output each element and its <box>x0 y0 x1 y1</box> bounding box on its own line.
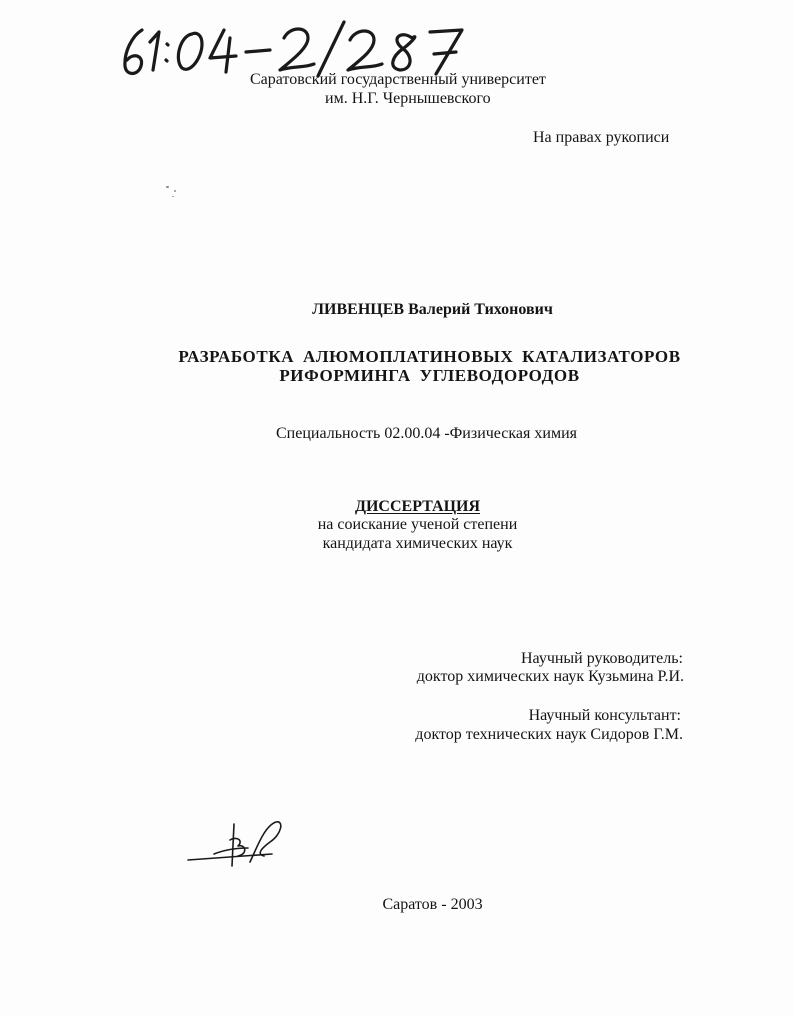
university-name: Саратовский государственный университет <box>250 71 546 88</box>
consultant-name: доктор технических наук Сидоров Г.М. <box>415 726 683 743</box>
manuscript-rights-note: На правах рукописи <box>533 129 670 146</box>
consultant-label: Научный консультант: <box>528 707 681 724</box>
author-surname: ЛИВЕНЦЕВ <box>312 301 405 318</box>
university-dedication: им. Н.Г. Чернышевского <box>325 90 491 107</box>
dissertation-degree-line2: кандидата химических наук <box>322 535 513 552</box>
author-given-names: Валерий Тихонович <box>408 301 553 318</box>
scan-speck <box>166 186 169 188</box>
city-year: Саратов - 2003 <box>382 896 483 913</box>
supervisor-name: доктор химических наук Кузьмина Р.И. <box>416 668 684 685</box>
dissertation-heading: ДИССЕРТАЦИЯ <box>354 498 481 515</box>
author-name <box>36 300 793 320</box>
thesis-title-line2: РИФОРМИНГА УГЛЕВОДОРОДОВ <box>279 366 580 385</box>
scan-speck <box>172 196 174 197</box>
dissertation-degree-line1: на соискание ученой степени <box>317 516 518 533</box>
thesis-title-line1: РАЗРАБОТКА АЛЮМОПЛАТИНОВЫХ КАТАЛИЗАТОРОВ <box>178 347 681 366</box>
specialty: Специальность 02.00.04 -Физическая химия <box>276 425 577 442</box>
signature-icon <box>184 814 294 874</box>
scan-speck <box>174 190 176 192</box>
supervisor-label: Научный руководитель: <box>520 650 683 667</box>
